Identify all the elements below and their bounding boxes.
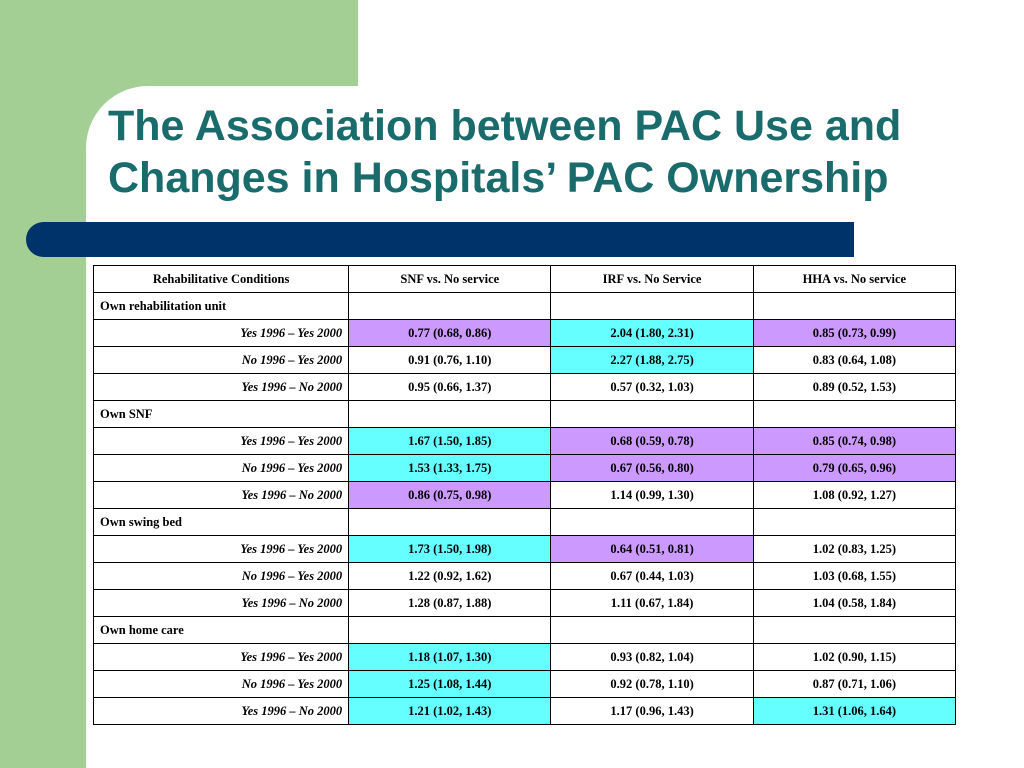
table-row	[94, 671, 956, 698]
snf-value-cell: 1.53 (1.33, 1.75)	[349, 455, 551, 482]
table-row	[94, 482, 956, 509]
empty-cell	[551, 617, 753, 644]
condition-cell: No 1996 – Yes 2000	[94, 563, 349, 590]
irf-value-cell: 0.67 (0.56, 0.80)	[551, 455, 753, 482]
slide-title	[108, 100, 988, 204]
condition-cell: Yes 1996 – No 2000	[94, 698, 349, 725]
snf-value-cell: 1.67 (1.50, 1.85)	[349, 428, 551, 455]
irf-value-cell: 0.92 (0.78, 1.10)	[551, 671, 753, 698]
hha-value-cell: 1.03 (0.68, 1.55)	[753, 563, 955, 590]
condition-cell: Yes 1996 – Yes 2000	[94, 320, 349, 347]
condition-cell: Yes 1996 – Yes 2000	[94, 428, 349, 455]
hha-value-cell: 0.85 (0.74, 0.98)	[753, 428, 955, 455]
snf-value-cell: 1.18 (1.07, 1.30)	[349, 644, 551, 671]
group-label: Own SNF	[94, 401, 349, 428]
snf-value-cell: 1.25 (1.08, 1.44)	[349, 671, 551, 698]
condition-cell: No 1996 – Yes 2000	[94, 671, 349, 698]
table-row	[94, 455, 956, 482]
condition-cell: Yes 1996 – Yes 2000	[94, 536, 349, 563]
group-row	[94, 293, 956, 320]
group-row	[94, 617, 956, 644]
irf-value-cell: 2.04 (1.80, 2.31)	[551, 320, 753, 347]
condition-cell: Yes 1996 – No 2000	[94, 374, 349, 401]
empty-cell	[349, 509, 551, 536]
title-line-2: Changes in Hospitals’ PAC Ownership	[108, 154, 889, 202]
table-row	[94, 374, 956, 401]
hha-value-cell: 1.08 (0.92, 1.27)	[753, 482, 955, 509]
snf-value-cell: 1.21 (1.02, 1.43)	[349, 698, 551, 725]
condition-cell: Yes 1996 – No 2000	[94, 590, 349, 617]
table-row	[94, 698, 956, 725]
empty-cell	[551, 293, 753, 320]
empty-cell	[753, 293, 955, 320]
hha-value-cell: 0.85 (0.73, 0.99)	[753, 320, 955, 347]
condition-cell: Yes 1996 – Yes 2000	[94, 644, 349, 671]
empty-cell	[349, 617, 551, 644]
header-row	[94, 266, 956, 293]
condition-cell: No 1996 – Yes 2000	[94, 347, 349, 374]
group-label: Own rehabilitation unit	[94, 293, 349, 320]
hha-value-cell: 0.87 (0.71, 1.06)	[753, 671, 955, 698]
title-line-1: The Association between PAC Use and	[108, 102, 902, 150]
group-row	[94, 509, 956, 536]
hha-value-cell: 0.79 (0.65, 0.96)	[753, 455, 955, 482]
hha-value-cell: 0.83 (0.64, 1.08)	[753, 347, 955, 374]
group-row	[94, 401, 956, 428]
hha-value-cell: 1.04 (0.58, 1.84)	[753, 590, 955, 617]
empty-cell	[551, 509, 753, 536]
table-row	[94, 347, 956, 374]
condition-cell: No 1996 – Yes 2000	[94, 455, 349, 482]
snf-value-cell: 1.28 (0.87, 1.88)	[349, 590, 551, 617]
table-row	[94, 590, 956, 617]
table-row	[94, 320, 956, 347]
irf-value-cell: 1.14 (0.99, 1.30)	[551, 482, 753, 509]
irf-value-cell: 2.27 (1.88, 2.75)	[551, 347, 753, 374]
hha-value-cell: 1.02 (0.83, 1.25)	[753, 536, 955, 563]
hha-value-cell: 1.02 (0.90, 1.15)	[753, 644, 955, 671]
table-body	[94, 293, 956, 725]
table-row	[94, 563, 956, 590]
header-hha: HHA vs. No service	[753, 266, 955, 293]
snf-value-cell: 1.73 (1.50, 1.98)	[349, 536, 551, 563]
snf-value-cell: 1.22 (0.92, 1.62)	[349, 563, 551, 590]
irf-value-cell: 1.17 (0.96, 1.43)	[551, 698, 753, 725]
empty-cell	[349, 401, 551, 428]
table-row	[94, 536, 956, 563]
empty-cell	[753, 617, 955, 644]
header-snf: SNF vs. No service	[349, 266, 551, 293]
empty-cell	[551, 401, 753, 428]
snf-value-cell: 0.95 (0.66, 1.37)	[349, 374, 551, 401]
hha-value-cell: 1.31 (1.06, 1.64)	[753, 698, 955, 725]
snf-value-cell: 0.86 (0.75, 0.98)	[349, 482, 551, 509]
snf-value-cell: 0.77 (0.68, 0.86)	[349, 320, 551, 347]
group-label: Own home care	[94, 617, 349, 644]
irf-value-cell: 0.67 (0.44, 1.03)	[551, 563, 753, 590]
irf-value-cell: 0.64 (0.51, 0.81)	[551, 536, 753, 563]
table-row	[94, 644, 956, 671]
header-irf: IRF vs. No Service	[551, 266, 753, 293]
irf-value-cell: 0.68 (0.59, 0.78)	[551, 428, 753, 455]
results-table	[93, 265, 956, 725]
empty-cell	[349, 293, 551, 320]
irf-value-cell: 1.11 (0.67, 1.84)	[551, 590, 753, 617]
hha-value-cell: 0.89 (0.52, 1.53)	[753, 374, 955, 401]
condition-cell: Yes 1996 – No 2000	[94, 482, 349, 509]
title-divider-band	[26, 222, 854, 257]
group-label: Own swing bed	[94, 509, 349, 536]
irf-value-cell: 0.57 (0.32, 1.03)	[551, 374, 753, 401]
empty-cell	[753, 401, 955, 428]
table-row	[94, 428, 956, 455]
empty-cell	[753, 509, 955, 536]
snf-value-cell: 0.91 (0.76, 1.10)	[349, 347, 551, 374]
header-conditions: Rehabilitative Conditions	[94, 266, 349, 293]
irf-value-cell: 0.93 (0.82, 1.04)	[551, 644, 753, 671]
table-head	[94, 266, 956, 293]
